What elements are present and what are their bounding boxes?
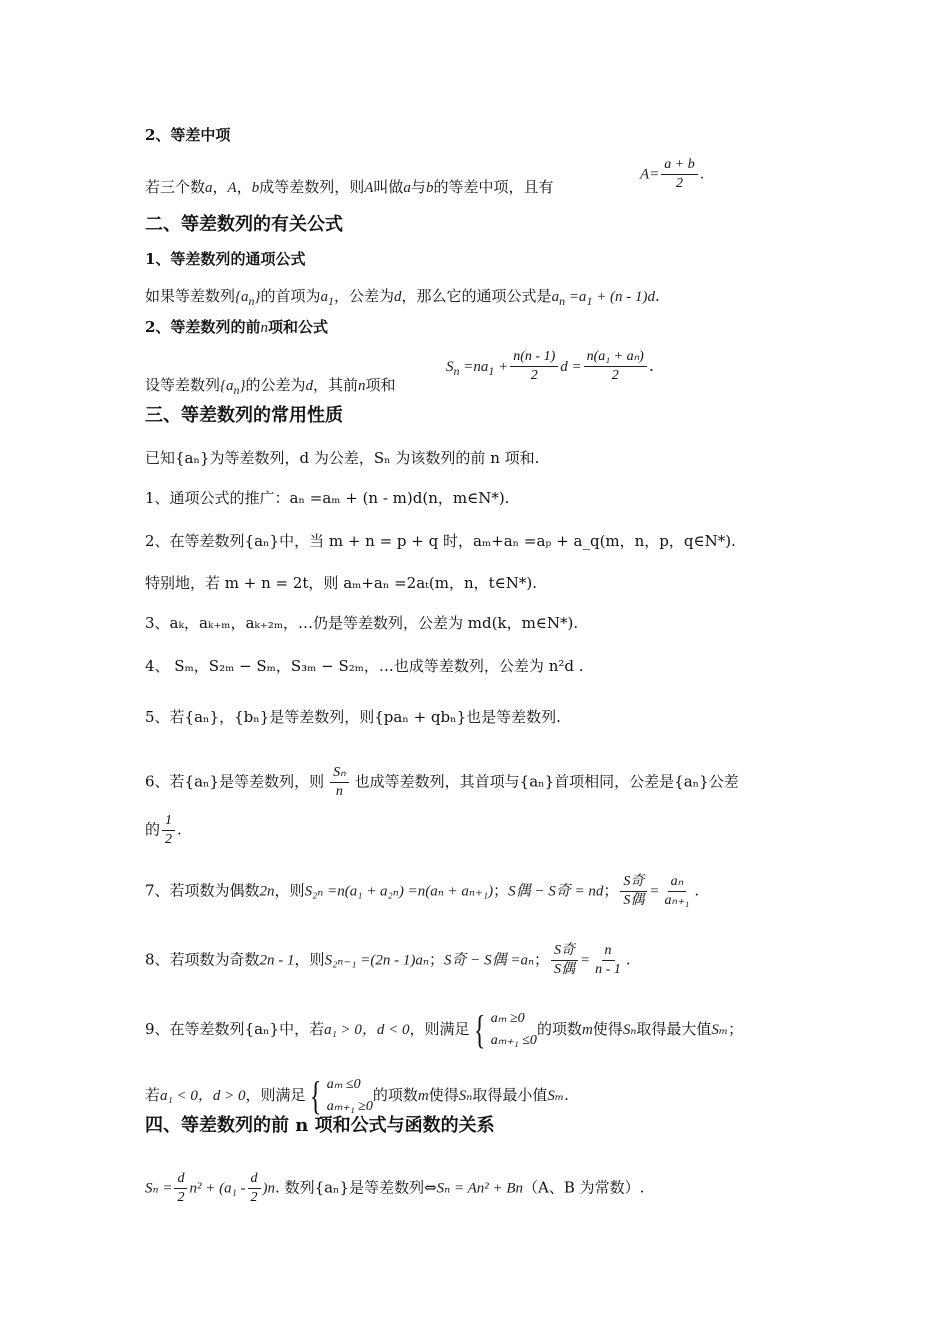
section-heading-properties: 三、等差数列的常用性质 [145, 405, 343, 426]
section-heading-function-relation: 四、等差数列的前 n 项和公式与函数的关系 [145, 1115, 495, 1136]
fraction: $\frac{\text{Sₙ}}{n}$ [330, 764, 349, 801]
paragraph-partial-sum: 设等差数列$\{a_n\}$的公差为d，其前n项和 [145, 376, 396, 397]
property-3: 3、aₖ，aₖ₊ₘ，aₖ₊₂ₘ，…仍是等差数列，公差为 md(k，m∈N*). [145, 614, 579, 632]
inequality-system: { aₘ ≤0 aₘ₊₁ ≥0 [309, 1073, 373, 1118]
fraction: $\frac{1}{2}$ [162, 812, 175, 849]
fraction: $\frac{\text{S奇}}{\text{S偶}}$ [620, 873, 647, 910]
fraction: $\frac{d}{2}$ [248, 1170, 261, 1207]
paragraph-function-relation: Sₙ = $\frac{d}{2}$ n² + (a₁ - $\frac{d}{2}$ )n. 数列{aₙ}是等差数列⇔Sₙ = An² + Bn（A、B 为常数）. [145, 1171, 645, 1205]
property-9: 9、在等差数列{aₙ}中，若a₁ > 0，d < 0，则满足 { aₘ ≥0 aₘ₊₁ ≤0 的项数m使得Sₙ取得最大值Sₘ； [145, 1007, 744, 1052]
fraction: $\frac{d}{2}$ [174, 1170, 187, 1207]
property-2: 2、在等差数列{aₙ}中，当 m + n = p + q 时，aₘ+aₙ =aₚ + a_q(m，n，p，q∈N*). [145, 532, 736, 550]
fraction: $\frac{\text{n(a₁ + aₙ)}}{2}$ [584, 348, 647, 385]
paragraph-arithmetic-mean: 若三个数a，A，b成等差数列，则A叫做a与b的等差中项，且有 [145, 178, 554, 196]
subheading-general-term: 1、等差数列的通项公式 [145, 250, 306, 268]
inequality-system: { aₘ ≥0 aₘ₊₁ ≤0 [473, 1007, 537, 1052]
fraction: $\frac{a + b}{2}$ [661, 156, 697, 193]
property-8: 8、若项数为奇数2n - 1，则S₂ₙ₋₁ =(2n - 1)aₙ；S奇 − S偶 =aₙ； $\frac{\text{S奇}}{\text{S偶}}$ = $\frac{n}{n - 1}$ . [145, 943, 631, 977]
section-heading-formulas: 二、等差数列的有关公式 [145, 214, 343, 235]
property-1: 1、通项公式的推广：aₙ =aₘ + (n - m)d(n，m∈N*). [145, 489, 510, 507]
fraction: $\frac{\text{S奇}}{\text{S偶}}$ [551, 942, 578, 979]
fraction: $\frac{\text{aₙ}}{\text{aₙ₊₁}}$ [664, 874, 690, 908]
subheading-partial-sum: 2、等差数列的前n项和公式 [145, 318, 328, 336]
property-7: 7、若项数为偶数2n，则S₂ₙ =n(a₁ + a₂ₙ) =n(aₙ + aₙ₊₁)；S偶 − S奇 = nd； $\frac{\text{S奇}}{\text{S偶}}$ = $\frac{\text{aₙ}}{\text{aₙ₊₁}}$ . [145, 874, 700, 908]
property-2-special: 特别地，若 m + n = 2t，则 aₘ+aₙ =2aₜ(m，n，t∈N*). [145, 574, 537, 592]
formula-partial-sum: $S_n =na_1$ + $\frac{n(n - 1)}{2}$ d = $\frac{\text{n(a₁ + aₙ)}}{2}$ . [446, 349, 654, 383]
property-6-cont: 的 $\frac{1}{2}$ . [145, 813, 182, 847]
section-heading-arithmetic-mean: 2、等差中项 [145, 126, 231, 144]
paragraph-known: 已知{aₙ}为等差数列，d 为公差，Sₙ 为该数列的前 n 项和. [145, 449, 540, 467]
property-5: 5、若{aₙ}，{bₙ}是等差数列，则{paₙ + qbₙ}也是等差数列. [145, 708, 561, 726]
property-9-min: 若a₁ < 0，d > 0，则满足 { aₘ ≤0 aₘ₊₁ ≥0 的项数m使得Sₙ取得最小值Sₘ. [145, 1073, 569, 1118]
formula-arithmetic-mean: A= $\frac{a + b}{2}$ . [640, 157, 705, 191]
fraction: $\frac{n(n - 1)}{2}$ [510, 348, 558, 385]
property-6: 6、若{aₙ}是等差数列，则 $\frac{\text{Sₙ}}{n}$ 也成等差数列，其首项与{aₙ}首项相同，公差是{aₙ}公差 [145, 765, 739, 799]
fraction: $\frac{n}{n - 1}$ [595, 943, 621, 977]
paragraph-general-term: 如果等差数列$\{a_n\}$的首项为$a_1$，公差为d，那么它的通项公式是$a_n =a_1 + (n - 1)d$. [145, 287, 660, 308]
property-4: 4、 Sₘ，S₂ₘ − Sₘ，S₃ₘ − S₂ₘ，…也成等差数列，公差为 n²d . [145, 657, 584, 675]
